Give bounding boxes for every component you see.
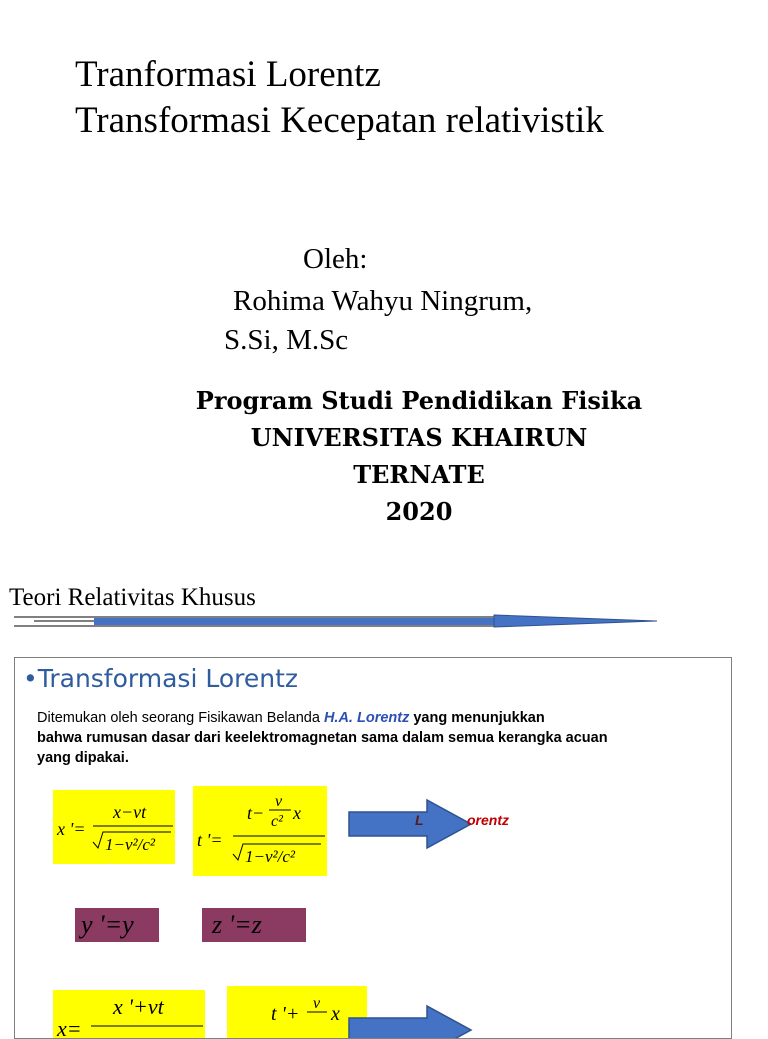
svg-text:1−v²/c²: 1−v²/c² — [245, 847, 295, 866]
equation-x-inverse-graphic — [53, 990, 205, 1039]
svg-text:x: x — [331, 1003, 340, 1025]
svg-text:x: x — [293, 803, 301, 823]
arrow-label-prefix: L — [415, 812, 424, 828]
desc-text-rest3: yang dipakai. — [37, 750, 129, 766]
svg-text:x−vt: x−vt — [113, 802, 147, 822]
svg-text:x '=: x '= — [57, 819, 86, 839]
equation-t-prime-graphic — [193, 786, 327, 876]
equation-z-text: z '=z — [212, 910, 262, 939]
author-degree: S.Si, M.Sc — [224, 324, 349, 356]
svg-text:x '+vt: x '+vt — [113, 994, 164, 1019]
title — [75, 52, 604, 144]
svg-text:c²: c² — [271, 813, 283, 830]
city-name: TERNATE — [353, 460, 485, 489]
equation-t-prime — [193, 786, 327, 876]
svg-text:t '=: t '= — [197, 830, 223, 850]
program-name: Program Studi Pendidikan Fisika — [195, 386, 643, 415]
equation-x-prime — [53, 790, 175, 864]
right-arrow-icon — [347, 798, 475, 850]
equation-y-prime — [75, 908, 159, 942]
desc-lorentz-name: H.A. Lorentz — [323, 710, 410, 726]
title-line-2: Transformasi Kecepatan relativistik — [75, 100, 604, 141]
slide-description — [37, 708, 727, 768]
section-heading: Teori Relativitas Khusus — [9, 584, 256, 611]
svg-text:x=: x= — [57, 1016, 82, 1039]
university-name: UNIVERSITAS KHAIRUN — [250, 423, 588, 452]
equation-t-inverse — [227, 986, 367, 1039]
arrow-label: orentz — [467, 812, 509, 828]
desc-text-rest2: bahwa rumusan dasar dari keelektromagnetan sama dalam semua kerangka acuan — [37, 730, 608, 746]
title-line-1: Tranformasi Lorentz — [75, 54, 381, 95]
equation-t-inverse-graphic — [227, 986, 367, 1039]
svg-text:t−: t− — [247, 803, 265, 823]
equation-x-inverse — [53, 990, 205, 1039]
equation-y-text: y '=y — [81, 910, 134, 939]
slide-title: •Transformasi Lorentz — [23, 664, 298, 693]
svg-text:1−v²/c²: 1−v²/c² — [105, 835, 155, 854]
author-by-label: Oleh: — [303, 243, 368, 275]
svg-text:t '+: t '+ — [271, 1003, 300, 1025]
desc-text-normal: Ditemukan oleh seorang Fisikawan Belanda — [37, 710, 324, 726]
svg-text:v: v — [313, 995, 321, 1012]
institution-block — [0, 382, 768, 530]
svg-text:v: v — [275, 793, 283, 810]
equation-x-prime-graphic — [53, 790, 175, 864]
equation-z-prime — [202, 908, 306, 942]
year: 2020 — [385, 497, 453, 526]
right-arrow-icon-2 — [347, 1004, 475, 1039]
author-name: Rohima Wahyu Ningrum, — [233, 285, 533, 317]
long-arrow-icon — [14, 612, 659, 630]
desc-text-rest1: yang menunjukkan — [409, 710, 545, 726]
slide-panel — [14, 657, 732, 1039]
